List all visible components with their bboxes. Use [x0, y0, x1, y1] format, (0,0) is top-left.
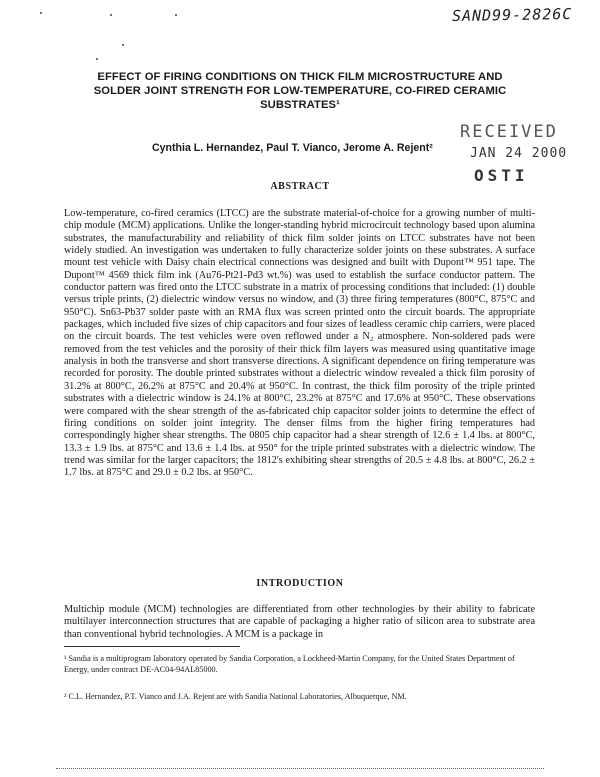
footnote-1: ¹ Sandia is a multiprogram laboratory operated by Sandia Corporation, a Lockheed-Martin Company, for the United States Department of Energy, under contract DE-AC04-94AL85000.: [64, 654, 515, 674]
scan-speck: [122, 44, 124, 46]
abstract-body: Low-temperature, co-fired ceramics (LTCC) are the substrate material-of-choice for a growing number of multi-chip module (MCM) applications. Unlike the longer-standing hybrid microcircuit technology based upon alumina substrates, the manufacturability and reliability of thick film solder joints on LTCC substrates have not been widely studied. An investigation was undertaken to fully characterize solder joints on these substrates. A surface mount test vehicle with Daisy chain electrical connections was designed and built with Dupont™ 951 tape. The Dupont™ 4569 thick film ink (Au76-Pt21-Pd3 wt.%) was used to establish the surface conductor pattern. The conductor pattern was fired onto the LTCC substrate in a matrix of processing conditions that included: (1) double versus triple prints, (2) dielectric window versus no window, and (3) three firing temperatures (800°C, 875°C and 950°C). Sn63-Pb37 solder paste with an RMA flux was screen printed onto the circuit boards. The appropriate packages, which included five sizes of chip capacitors and four sizes of leadless ceramic chip carriers, were placed on the circuit boards. The test vehicles were oven reflowed under a N₂ atmosphere. Non-soldered pads were removed from the test vehicles and the porosity of their thick film layers was measured using quantitative image analysis in both the transverse and short transverse directions. A significant dependence on firing temperature was recorded for porosity. The double printed substrates without a dielectric window revealed a thick film porosity of 31.2% at 800°C, 26.2% at 875°C and 20.4% at 950°C. In contrast, the thick film porosity of the triple printed substrates with a dielectric window is 24.1% at 800°C, 23.2% at 875°C and 17.6% at 950°C. These observations were compared with the shear strength of the as-fabricated chip capacitor solder joints to determine the effect of firing conditions on solder joint integrity. The denser films from the higher firing temperatures had correspondingly higher shear strengths. The 0805 chip capacitor had a shear strength of 12.6 ± 1.4 lbs. at 800°C, 13.3 ± 1.9 lbs. at 875°C and 13.6 ± 1.4 lbs. at 950° for the triple printed substrates with a dielectric window. The trend was similar for the larger capacitors; the 1812's exhibiting shear strengths of 20.5 ± 4.8 lbs. at 800°C, 26.2 ± 1.7 lbs. at 875°C and 29.0 ± 0.2 lbs. at 950°C.: [64, 208, 535, 479]
scan-speck: [96, 58, 98, 60]
footnote-divider: [64, 646, 240, 647]
author-list: Cynthia L. Hernandez, Paul T. Vianco, Jerome A. Rejent²: [152, 142, 433, 154]
document-id-handwritten: SAND99-2826C: [451, 4, 573, 26]
osti-stamp: OSTI: [474, 166, 529, 185]
scan-speck: [40, 12, 42, 14]
abstract-heading: ABSTRACT: [270, 181, 330, 192]
footnote-2: ² C.L. Hernandez, P.T. Vianco and J.A. Rejent are with Sandia National Laboratories, Albuquerque, NM.: [64, 692, 407, 701]
introduction-heading: INTRODUCTION: [256, 578, 344, 589]
received-stamp: RECEIVED: [460, 122, 558, 142]
paper-title: EFFECT OF FIRING CONDITIONS ON THICK FILM MICROSTRUCTURE AND SOLDER JOINT STRENGTH FOR LOW-TEMPERATURE, CO-FIRED CERAMIC SUBSTRATES¹: [93, 71, 507, 111]
introduction-body: Multichip module (MCM) technologies are differentiated from other technologies by their ability to fabricate multilayer interconnection structures that are capable of packaging a higher ratio of silicon area to substrate area than conventional hybrid technologies. A MCM is a package in: [64, 604, 535, 640]
scan-speck: [110, 14, 112, 16]
scan-speck: [175, 14, 177, 16]
received-stamp-date: JAN 24 2000: [470, 146, 568, 161]
scan-edge-noise: [56, 768, 544, 771]
